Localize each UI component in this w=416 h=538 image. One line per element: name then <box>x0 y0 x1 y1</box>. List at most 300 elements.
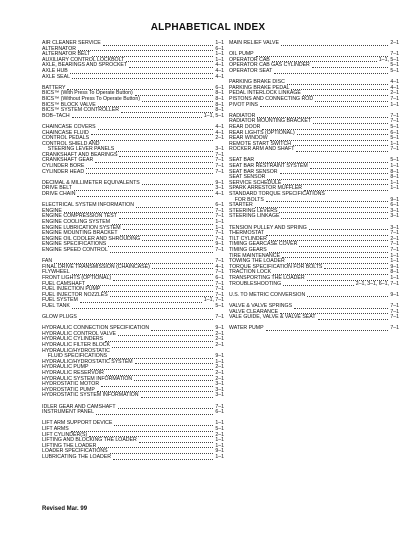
index-entry <box>229 293 399 299</box>
index-entry <box>229 103 399 109</box>
dot-leader <box>142 240 213 241</box>
entry-page-number: 3–1 <box>390 207 399 214</box>
index-entry <box>42 304 224 310</box>
dot-leader <box>72 308 213 309</box>
entry-page-number: 7–1 <box>215 163 224 170</box>
dot-leader <box>86 173 213 174</box>
dot-leader <box>91 134 214 135</box>
entry-name: GLOW PLUGS <box>42 314 77 321</box>
entry-page-number: 7–1 <box>215 157 224 164</box>
entry-page-number: 7–1 <box>390 302 399 309</box>
dot-leader <box>102 291 213 292</box>
dot-leader <box>293 145 388 146</box>
entry-page-number: 7–1 <box>215 291 224 298</box>
entry-page-number: 6–1 <box>390 129 399 136</box>
index-group <box>42 203 224 253</box>
index-entry <box>229 282 399 288</box>
entry-name: THERMOSTAT <box>229 230 264 237</box>
entry-page-number: 2–1 <box>215 431 224 438</box>
entry-page-number: 1–1, 5–1 <box>203 112 224 119</box>
dot-leader <box>72 78 213 79</box>
entry-name: REAR LIGHTS (OPTIONAL) <box>229 129 295 136</box>
entry-name: STEERING LEVERS <box>229 207 278 214</box>
entry-name: CHAINCASE COVERS <box>42 123 96 130</box>
index-group <box>229 304 399 321</box>
dot-leader <box>108 246 213 247</box>
entry-name: CYLINDER HEAD <box>42 168 85 175</box>
entry-name: TROUBLESHOOTING <box>229 280 282 287</box>
entry-name: FAN <box>42 258 53 265</box>
index-group <box>42 315 224 321</box>
entry-page-number: 1–1 <box>390 252 399 259</box>
entry-name: CYLINDER BORE <box>42 163 85 170</box>
index-group <box>229 114 399 153</box>
entry-page-number: 4–1 <box>215 129 224 136</box>
index-entry <box>229 41 399 47</box>
entry-page-number: 1–1 <box>390 101 399 108</box>
entry-name: FLUID SPECIFICATIONS <box>42 353 108 360</box>
index-entry <box>42 315 224 321</box>
dot-leader <box>101 386 213 387</box>
entry-name: DRIVE BELT <box>42 185 72 192</box>
entry-page-number: 5–1 <box>390 67 399 74</box>
entry-page-number: 7–1 <box>215 280 224 287</box>
revision-footer: Revised Mar. 99 <box>42 506 88 512</box>
entry-name: REMOTE START SWITCH <box>229 140 291 147</box>
dot-leader <box>282 257 388 258</box>
index-entry <box>42 192 224 198</box>
entry-page-number: 4–1 <box>215 62 224 69</box>
dot-leader <box>151 330 213 331</box>
entry-page-number: 7–1 <box>390 325 399 332</box>
dot-leader <box>142 101 213 102</box>
entry-name: HYDRAULIC/HYDROSTATIC <box>42 347 110 354</box>
entry-page-number: 7–1 <box>215 207 224 214</box>
entry-page-number: 7–1 <box>390 246 399 253</box>
dot-leader <box>267 179 388 180</box>
dot-leader <box>281 218 388 219</box>
entry-name: HYDROSTATIC SYSTEM INFORMATION <box>42 392 139 399</box>
entry-name: TIMING GEARCASE COVER <box>229 241 298 248</box>
entry-page-number: 9–1 <box>390 196 399 203</box>
dot-leader <box>318 319 389 320</box>
dot-leader <box>324 268 388 269</box>
entry-name: HYDRAULIC CONTROL VALVE <box>42 330 116 337</box>
entry-page-number: 4–1 <box>215 263 224 270</box>
dot-leader <box>136 207 213 208</box>
entry-name: PISTONS AND CONNECTING ROD <box>229 95 314 102</box>
entry-page-number: 9–1 <box>390 291 399 298</box>
entry-page-number: 7–1 <box>215 213 224 220</box>
entry-name: CONTROL PEDALS <box>42 135 90 142</box>
dot-leader <box>86 168 213 169</box>
dot-leader <box>256 56 389 57</box>
entry-name: ENGINE <box>42 207 62 214</box>
entry-page-number: 4–1 <box>390 84 399 91</box>
entry-page-number: 9–1 <box>215 325 224 332</box>
entry-name: TIMING GEARS <box>229 246 267 253</box>
dot-leader <box>266 330 389 331</box>
entry-page-number: 7–1 <box>390 51 399 58</box>
entry-page-number: 1–1 <box>390 185 399 192</box>
dot-leader <box>113 459 213 460</box>
entry-name: PIVOT PINS <box>229 101 259 108</box>
entry-page-number: 4–1 <box>215 123 224 130</box>
entry-page-number: 2–1, 3–1, 6–1, 7–1 <box>355 280 399 287</box>
entry-page-number: 7–1 <box>390 230 399 237</box>
entry-page-number: 3–1 <box>390 224 399 231</box>
entry-name: HYDRAULIC PUMP <box>42 364 89 371</box>
entry-name: SEAT BAR RESTRAINT SYSTEM <box>229 163 308 170</box>
dot-leader <box>135 95 214 96</box>
entry-page-number: 7–1 <box>215 258 224 265</box>
entry-name: SEAT BAR <box>229 157 255 164</box>
entry-page-number: 2–1 <box>215 342 224 349</box>
entry-name: BOB–TACH <box>42 112 70 119</box>
index-entry <box>42 75 224 81</box>
entry-page-number: 3–1 <box>215 146 224 153</box>
index-group <box>229 226 399 288</box>
index-entry <box>229 315 399 321</box>
dot-leader <box>110 453 214 454</box>
entry-page-number: 7–1 <box>215 286 224 293</box>
dot-leader <box>80 302 202 303</box>
dot-leader <box>269 252 389 253</box>
dot-leader <box>96 414 213 415</box>
dot-leader <box>315 101 388 102</box>
index-entry <box>42 248 224 254</box>
entry-name: OPERATOR SEAT <box>229 67 273 74</box>
entry-name: HYDROSTATIC PUMP <box>42 386 95 393</box>
index-entry <box>229 214 399 220</box>
dot-leader <box>87 285 213 286</box>
entry-page-number: 4–1 <box>215 67 224 74</box>
dot-leader <box>139 442 214 443</box>
entry-page-number: 2–1 <box>215 364 224 371</box>
index-column-right <box>229 41 399 337</box>
entry-page-number: 2–1 <box>215 375 224 382</box>
dot-leader <box>310 168 389 169</box>
entry-name: OPERATOR CAB <box>229 56 270 63</box>
entry-name: TORQUE SPECIFICATION FOR BOLTS <box>229 263 323 270</box>
entry-page-number: 6–1 <box>215 409 224 416</box>
index-group <box>42 125 224 175</box>
entry-page-number: 7–1 <box>215 230 224 237</box>
index-group <box>42 421 224 460</box>
entry-page-number: 9–1 <box>215 353 224 360</box>
entry-name: TENSION PULLEY AND SPRING <box>229 224 307 231</box>
entry-name: SERVICE SCHEDULE <box>229 179 282 186</box>
entry-name: FUEL INJECTOR NOZZLES <box>42 291 108 298</box>
index-group <box>42 41 224 80</box>
dot-leader <box>134 380 213 381</box>
index-group <box>229 326 399 332</box>
dot-leader <box>291 89 388 90</box>
entry-page-number: 2–1 <box>390 40 399 46</box>
index-entry <box>229 69 399 75</box>
entry-name: HYDRAULIC SYSTEM INFORMATION <box>42 375 133 382</box>
index-entry <box>229 147 399 153</box>
entry-name: REAR WINDOW <box>229 135 268 142</box>
entry-page-number: 4–1 <box>390 79 399 86</box>
dot-leader <box>296 151 388 152</box>
index-group <box>42 405 224 416</box>
dot-leader <box>312 67 389 68</box>
dot-leader <box>112 224 213 225</box>
entry-name: SPARK ARRESTOR MUFFLER <box>229 185 303 192</box>
entry-name: ROCKER ARM AND SHAFT <box>229 146 295 153</box>
entry-name: TILT CYLINDER <box>229 235 267 242</box>
entry-page-number: 1–1 <box>390 274 399 281</box>
entry-name: WATER PUMP <box>229 325 264 332</box>
index-entry <box>42 114 224 120</box>
dot-leader <box>72 117 202 118</box>
entry-name: STANDARD TORQUE SPECIFICATIONS <box>229 191 325 198</box>
dot-leader <box>299 246 388 247</box>
entry-page-number: 7–1 <box>215 269 224 276</box>
entry-page-number: 9–1 <box>390 263 399 270</box>
entry-name: CRANKSHAFT AND BEARINGS <box>42 151 118 158</box>
dot-leader <box>294 308 388 309</box>
dot-leader <box>98 129 214 130</box>
dot-leader <box>142 184 214 185</box>
entry-page-number: 1–1 <box>215 437 224 444</box>
entry-name: FLYWHEEL <box>42 269 70 276</box>
entry-page-number: 4–1 <box>215 191 224 198</box>
dot-leader <box>103 45 214 46</box>
dot-leader <box>135 363 214 364</box>
entry-name: ENGINE MOUNTING BRACKET <box>42 230 118 237</box>
entry-page-number: 2–1 <box>390 90 399 97</box>
entry-name: AXLE SEAL <box>42 73 70 80</box>
entry-page-number: 7–1 <box>390 308 399 315</box>
entry-page-number: 5–1 <box>215 302 224 309</box>
entry-name: ENGINE COMPRESSION TEST <box>42 213 117 220</box>
entry-page-number: 1–1 <box>215 442 224 449</box>
entry-page-number: 7–1 <box>390 146 399 153</box>
dot-leader <box>112 347 213 348</box>
entry-name: IDLER GEAR AND CAMSHAFT <box>42 403 116 410</box>
dot-leader <box>110 296 214 297</box>
entry-name: LOADER SPECIFICATIONS <box>42 448 108 455</box>
entry-page-number: 1–1 <box>215 40 224 46</box>
dot-leader <box>123 229 214 230</box>
entry-name: RADIATOR <box>229 112 256 119</box>
dot-leader <box>281 45 388 46</box>
entry-name: FUEL INJECTION PUMP <box>42 286 101 293</box>
entry-name: ENGINE SPEED CONTROL <box>42 246 108 253</box>
entry-name: OPERATOR CAB GAS CYLINDER <box>229 62 310 69</box>
entry-name: BICS™ BLOCK VALVE <box>42 101 96 108</box>
entry-page-number: 8–1 <box>390 168 399 175</box>
dot-leader <box>91 140 213 141</box>
entry-name: ENGINE SPECIFICATIONS <box>42 241 107 248</box>
dot-leader <box>266 201 389 202</box>
index-entry <box>42 410 224 416</box>
entry-name: CONTROL SHIELD AND <box>42 140 100 147</box>
entry-name: DECIMAL & MILLIMETER EQUIVALENTS <box>42 179 140 186</box>
entry-page-number: 7–1 <box>390 314 399 321</box>
index-group <box>229 80 399 108</box>
entry-page-number: 5–1 <box>390 123 399 130</box>
entry-name: HYDROSTATIC MOTOR <box>42 381 100 388</box>
entry-page-number: 7–1 <box>390 241 399 248</box>
entry-name: TRACTION LOCK <box>229 269 272 276</box>
entry-page-number: 1–1 <box>390 258 399 265</box>
entry-page-number: 1–1 <box>215 56 224 63</box>
entry-name: LIFT CYLINDER(S) <box>42 431 88 438</box>
entry-name: CHAINCASE FLUID <box>42 129 89 136</box>
dot-leader <box>303 95 388 96</box>
dot-leader <box>105 341 213 342</box>
entry-page-number: 7–1 <box>390 95 399 102</box>
entry-page-number: 8–1 <box>390 269 399 276</box>
entry-page-number: 6–1 <box>215 202 224 209</box>
entry-page-number: 7–1 <box>215 246 224 253</box>
entry-name: FUEL CAMSHAFT <box>42 280 86 287</box>
entry-name: ELECTRICAL SYSTEM INFORMATION <box>42 202 134 209</box>
entry-page-number: 2–1 <box>215 336 224 343</box>
entry-page-number: 6–1 <box>215 45 224 52</box>
entry-name: SEAT BAR SENSOR <box>229 168 278 175</box>
entry-page-number: 9–1 <box>215 448 224 455</box>
entry-page-number: 2–1 <box>390 235 399 242</box>
entry-name: TRANSPORTING THE LOADER <box>229 274 305 281</box>
entry-page-number: 1–1, 5–1 <box>378 56 399 63</box>
entry-name: SEAT SENSOR <box>229 174 266 181</box>
entry-name: PARKING BRAKE PEDAL <box>229 84 290 91</box>
entry-page-number: 1–1 <box>390 179 399 186</box>
dot-leader <box>71 431 214 432</box>
entry-page-number: 7–1 <box>390 118 399 125</box>
entry-name: STARTER <box>229 202 253 209</box>
entry-page-number: 8–1 <box>215 107 224 114</box>
entry-name: BATTERY <box>42 84 66 91</box>
entry-page-number: 1–1 <box>215 453 224 460</box>
entry-name: AIR CLEANER SERVICE <box>42 40 101 46</box>
entry-name: STEERING LINKAGE <box>229 213 280 220</box>
entry-name: OIL PUMP <box>229 51 254 58</box>
entry-name: ENGINE OIL COOLER AND SHROUDING <box>42 235 141 242</box>
entry-page-number: 6–1 <box>215 84 224 91</box>
index-group <box>229 293 399 299</box>
index-column-left <box>42 41 224 466</box>
entry-page-number: 3–1 <box>215 185 224 192</box>
entry-name: MAIN RELIEF VALVE <box>229 40 279 46</box>
dot-leader <box>129 67 213 68</box>
dot-leader <box>119 218 213 219</box>
entry-name: VALE GUIDE, VALVE & VALVE SEAT <box>229 314 316 321</box>
entry-page-number: 5–1 <box>390 62 399 69</box>
entry-name: LIFTING AND BLOCKING THE LOADER <box>42 437 137 444</box>
dot-leader <box>70 73 214 74</box>
dot-leader <box>113 280 213 281</box>
entry-name: HYDRAULIC RESERVOIR <box>42 370 104 377</box>
entry-name: AUXILIARY CONTROL LOCKBOLT <box>42 56 125 63</box>
dot-leader <box>297 134 389 135</box>
entry-page-number: 2–1 <box>215 135 224 142</box>
dot-leader <box>118 335 213 336</box>
entry-name: DRIVE CHAIN <box>42 191 76 198</box>
entry-page-number: 5–1 <box>390 135 399 142</box>
dot-leader <box>110 252 214 253</box>
entry-name: FRONT LIGHTS (OPTIONAL) <box>42 274 112 281</box>
dot-leader <box>79 319 213 320</box>
entry-page-number: 8–1 <box>215 90 224 97</box>
entry-name: AXLE, BEARINGS AND SPROCKET <box>42 62 128 69</box>
entry-page-number: 7–1 <box>215 314 224 321</box>
entry-page-number: 9–1 <box>215 179 224 186</box>
index-group <box>42 86 224 120</box>
entry-name: PEDAL INTERLOCK LINKAGE <box>229 90 301 97</box>
entry-page-number: 1–1 <box>390 163 399 170</box>
dot-leader <box>280 173 389 174</box>
dot-leader <box>74 190 213 191</box>
entry-page-number: 9–1 <box>215 241 224 248</box>
entry-name: FUEL SYSTEM <box>42 297 78 304</box>
entry-name: ALTERNATOR <box>42 45 77 52</box>
dot-leader <box>118 408 214 409</box>
dot-leader <box>90 369 213 370</box>
dot-leader <box>266 235 388 236</box>
dot-leader <box>287 84 389 85</box>
entry-name: BICS™ SYSTEM CONTROLLER <box>42 107 119 114</box>
entry-name: TIRE MAINTENANCE <box>229 252 281 259</box>
dot-leader <box>260 106 388 107</box>
entry-name: HYDRAULIC FILTER BLOCK <box>42 342 110 349</box>
entry-name: LIFT ARM SUPPORT DEVICE <box>42 420 113 427</box>
dot-leader <box>121 112 213 113</box>
entry-page-number: 7–1 <box>390 112 399 119</box>
entry-page-number: 1–1 <box>390 140 399 147</box>
dot-leader <box>274 73 388 74</box>
entry-name: FOR BOLTS <box>229 196 264 203</box>
entry-name: RADIATOR MOUNTING BRACKET <box>229 118 311 125</box>
entry-page-number: 8–1 <box>215 101 224 108</box>
entry-name: LUBRICATING THE LOADER <box>42 453 111 460</box>
entry-page-number: 3–1 <box>215 381 224 388</box>
entry-name: STEERING LEVER PANELS <box>42 146 115 153</box>
entry-page-number: 7–1 <box>215 151 224 158</box>
entry-page-number: 3–1 <box>390 213 399 220</box>
entry-page-number: 1–1 <box>215 219 224 225</box>
entry-name: VALVE CLEARANCE <box>229 308 279 315</box>
entry-page-number: 6–1 <box>390 202 399 209</box>
index-group <box>42 326 224 399</box>
entry-page-number: 7–1 <box>215 168 224 175</box>
entry-name: CRANKSHAFT GEAR <box>42 157 94 164</box>
dot-leader <box>309 229 389 230</box>
dot-leader <box>116 151 213 152</box>
entry-name: FUEL TANK <box>42 302 70 309</box>
entry-name: HYDRAULIC/HYDROSTATIC SYSTEM <box>42 358 133 365</box>
dot-leader <box>98 447 213 448</box>
entry-name: ENGINE LUBRICATION SYSTEM <box>42 224 121 231</box>
entry-name: AXLE HUB <box>42 67 68 74</box>
dot-leader <box>78 50 213 51</box>
entry-page-number: 8–1 <box>390 174 399 181</box>
index-entry <box>42 170 224 176</box>
page-title: ALPHABETICAL INDEX <box>150 22 266 33</box>
index-group <box>229 158 399 220</box>
entry-page-number: 1–1 <box>215 358 224 365</box>
entry-page-number: 6–1 <box>215 274 224 281</box>
entry-page-number: 2–1 <box>215 330 224 337</box>
index-entry <box>229 326 399 332</box>
entry-page-number: 7–1 <box>215 403 224 410</box>
index-group <box>229 41 399 47</box>
entry-page-number: 4–1 <box>215 73 224 80</box>
